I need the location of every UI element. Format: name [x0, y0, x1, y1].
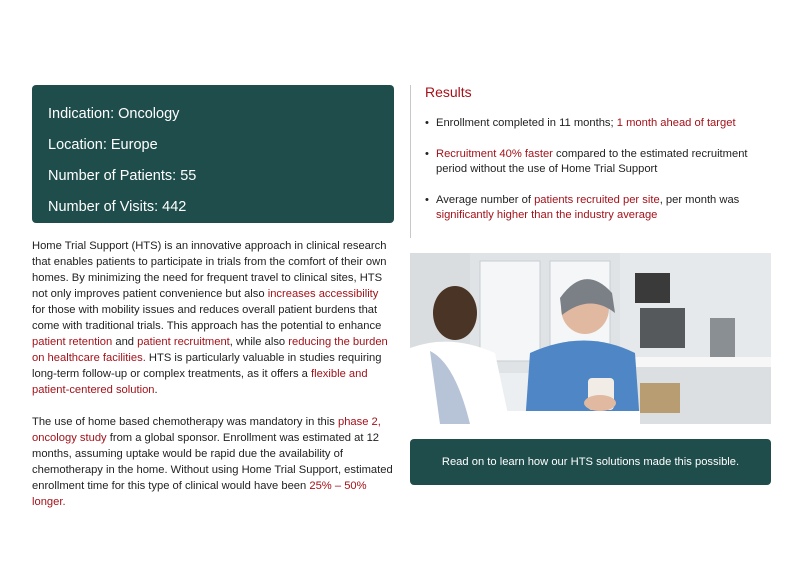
highlight-text: 25% – 50% longer. [32, 480, 367, 508]
text-run: HTS is particularly valuable in studies requiring long-term follow-up or complex treatments, as it offers a [32, 352, 382, 380]
highlight-text: reducing the burden on healthcare facilities. [32, 336, 388, 364]
text-run: Average number of [436, 193, 535, 206]
text-run: Enrollment completed in 11 months; [436, 117, 617, 129]
highlight-text: phase 2, oncology study [32, 416, 381, 444]
text-run: and [112, 336, 138, 348]
results-list [425, 116, 770, 239]
location-row [48, 130, 378, 161]
results-item [425, 116, 770, 132]
text-run: Home Trial Support (HTS) is an innovative approach in clinical research that enables patients to participate in trials from the comfort of their own homes. By minimizing the need for frequent travel to clinical sites, HTS not only improves patient convenience but also [32, 240, 387, 300]
results-item-text [436, 148, 748, 176]
doctor-patient-photo [410, 253, 771, 424]
visits-label: Number of Visits: [48, 199, 159, 215]
patients-label: Number of Patients: [48, 168, 177, 184]
text-run: , while also [229, 336, 289, 348]
location-value: Europe [110, 137, 158, 153]
text-run: for those with mobility issues and reduces overall patient burdens that come with traditional trials. This approach has the potential to enhance [32, 304, 382, 332]
highlight-text: Recruitment 40% faster [436, 147, 553, 160]
photo-illustration [410, 253, 771, 424]
bullet-icon: • [425, 117, 429, 129]
results-item-text [436, 194, 739, 222]
location-label: Location: [48, 137, 107, 153]
highlight-text: significantly higher than the industry average [436, 209, 658, 221]
highlight-text: increases accessibility [267, 288, 379, 300]
highlight-text: patient recruitment [137, 336, 230, 348]
visits-value: 442 [162, 199, 187, 215]
results-item-text [436, 117, 736, 129]
read-more-label: Read on to learn how our HTS solutions made this possible. [441, 456, 740, 468]
body-text [32, 238, 394, 526]
results-item [425, 147, 770, 178]
intro-paragraph [32, 238, 394, 398]
vertical-divider [410, 85, 411, 238]
text-run: The use of home based chemotherapy was mandatory in this [32, 416, 338, 428]
text-run: , per month was [659, 193, 740, 206]
bullet-icon: • [425, 147, 429, 160]
highlight-text: patients recruited per site [534, 193, 660, 206]
indication-row [48, 99, 378, 130]
results-item [425, 193, 770, 224]
indication-value: Oncology [118, 106, 180, 122]
highlight-text: flexible and patient-centered solution [32, 368, 368, 396]
patients-value: 55 [180, 168, 197, 184]
highlight-text: patient retention [32, 336, 113, 348]
visits-row [48, 192, 378, 223]
highlight-text: 1 month ahead of target [616, 117, 736, 129]
text-run: compared to the estimated recruitment period without the use of Home Trial Support [436, 147, 748, 175]
read-more-button[interactable] [410, 439, 771, 485]
patients-row [48, 161, 378, 192]
trial-info-panel [32, 85, 394, 223]
bullet-icon: • [425, 193, 429, 206]
results-title: Results [425, 84, 472, 100]
text-run: from a global sponsor. Enrollment was estimated at 12 months, assuming uptake would be rapid due the availability of chemotherapy in the home. Without using Home Trial Support, estimated enrollment time for this type of clinical would have been [32, 432, 393, 492]
text-run: . [154, 384, 158, 396]
study-paragraph [32, 414, 394, 510]
indication-label: Indication: [48, 106, 115, 122]
